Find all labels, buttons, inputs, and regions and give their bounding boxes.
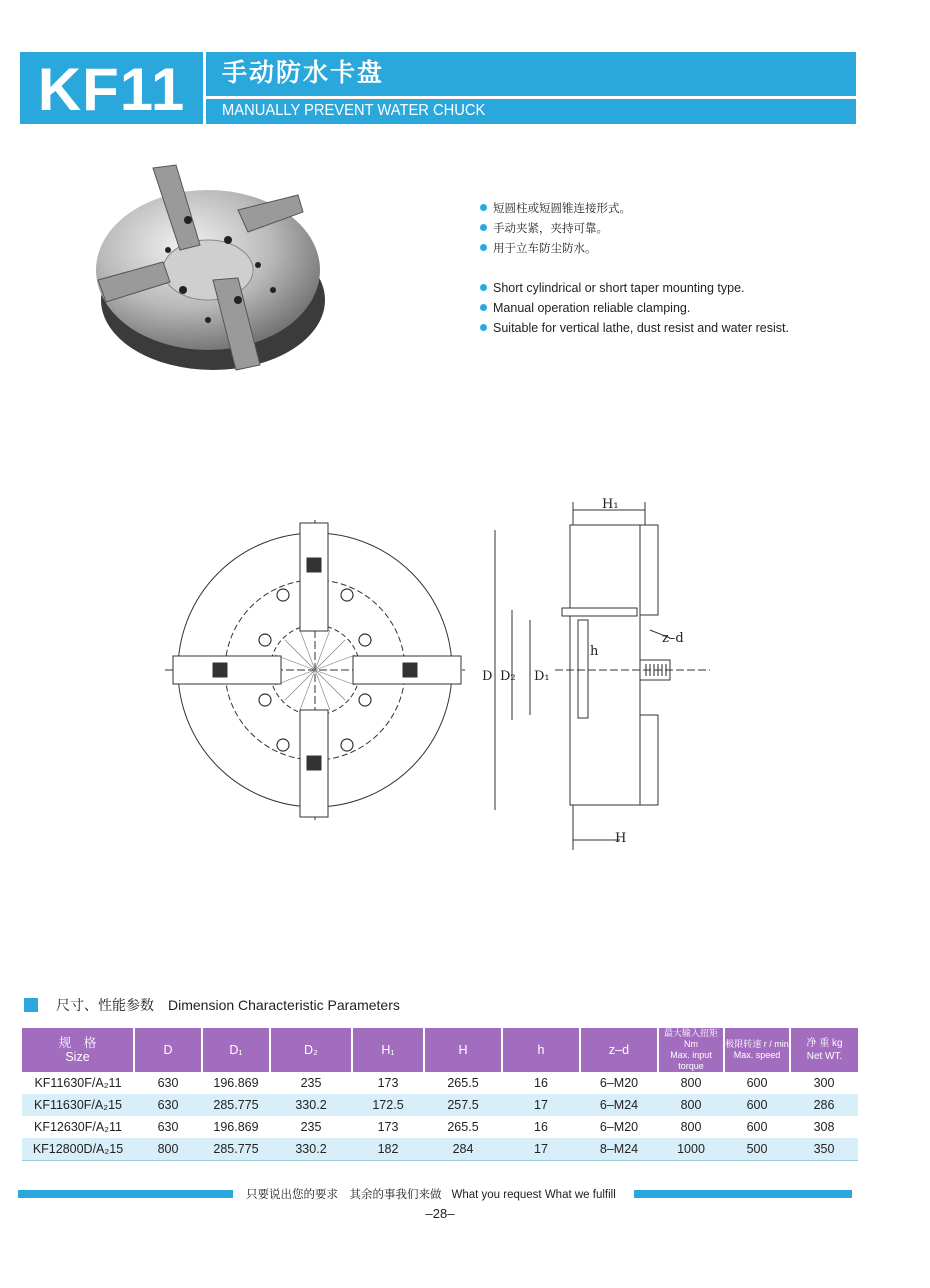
- cell-d: 630: [157, 1120, 179, 1134]
- footer-slogan-cn: 只要说出您的要求 其余的事我们来做: [246, 1187, 442, 1201]
- title-english: MANUALLY PREVENT WATER CHUCK: [222, 102, 486, 119]
- label-h1: H₁: [602, 497, 619, 512]
- feature-cn-2: [480, 218, 608, 238]
- cell-h: 265.5: [447, 1120, 479, 1134]
- col-header-zd: z–d: [580, 1028, 658, 1072]
- feature-cn-1: [480, 198, 631, 218]
- cell-zd: 8–M24: [580, 1138, 658, 1161]
- feature-en-2: [480, 298, 690, 318]
- table-row: [22, 1116, 858, 1138]
- cell-h-small: 17: [502, 1138, 580, 1161]
- feature-text: Suitable for vertical lathe, dust resist and water resist.: [493, 321, 789, 335]
- footer-bar-left: [18, 1190, 233, 1198]
- bullet-icon: [480, 204, 487, 211]
- footer-slogan: [246, 1186, 616, 1203]
- col-header-torque: 最大输入扭矩 Nm Max. input torque: [658, 1028, 724, 1072]
- cell-d2: 235: [300, 1120, 322, 1134]
- table-header-row: [22, 1028, 858, 1072]
- label-h-small: h: [590, 644, 599, 659]
- col-header-h1: H₁: [352, 1028, 424, 1072]
- cell-h1: 173: [377, 1120, 399, 1134]
- label-d1: D₁: [534, 669, 550, 684]
- cell-size: KF12630F/A₂11: [33, 1120, 122, 1134]
- cell-weight: 300: [813, 1076, 835, 1090]
- feature-text: Manual operation reliable clamping.: [493, 301, 691, 315]
- side-view-drawing: [470, 480, 730, 860]
- feature-text: 手动夹紧，夹持可靠。: [493, 221, 608, 235]
- feature-en-1: [480, 278, 745, 298]
- cell-d2: 235: [300, 1076, 322, 1090]
- section-square-icon: [24, 998, 38, 1012]
- cell-h: 284: [424, 1138, 502, 1161]
- table-row: [22, 1094, 858, 1116]
- cell-h1: 173: [377, 1076, 399, 1090]
- section-title: [56, 995, 400, 1016]
- cell-zd: 6–M24: [580, 1094, 658, 1116]
- cell-d1: 196.869: [213, 1076, 259, 1090]
- bullet-icon: [480, 224, 487, 231]
- cell-weight: 308: [813, 1120, 835, 1134]
- footer-bar-right: [634, 1190, 852, 1198]
- label-zd: z–d: [662, 631, 684, 646]
- cell-d2: 330.2: [270, 1094, 352, 1116]
- col-header-d2: D₂: [270, 1028, 352, 1072]
- bullet-icon: [480, 244, 487, 251]
- cell-h1: 172.5: [352, 1094, 424, 1116]
- cell-d: 800: [134, 1138, 202, 1161]
- feature-en-3: [480, 318, 789, 338]
- feature-text: 用于立车防尘防水。: [493, 241, 597, 255]
- feature-text: 短圆柱或短圆锥连接形式。: [493, 201, 631, 215]
- chuck-photo: [88, 150, 328, 390]
- label-d2: D₂: [500, 669, 516, 684]
- cell-torque: 800: [658, 1094, 724, 1116]
- cell-speed: 600: [746, 1076, 768, 1090]
- label-h-total: H: [615, 831, 627, 846]
- footer-slogan-en: What you request What we fulfill: [451, 1189, 616, 1201]
- cell-size: KF11630F/A₂11: [34, 1076, 122, 1090]
- cell-size: KF11630F/A₂15: [22, 1094, 134, 1116]
- title-chinese: 手动防水卡盘: [222, 58, 385, 87]
- cell-speed: 500: [724, 1138, 790, 1161]
- col-header-speed: 极限转速 r / min Max. speed: [724, 1028, 790, 1072]
- front-view-drawing: [155, 510, 475, 830]
- cell-h: 257.5: [424, 1094, 502, 1116]
- cell-torque: 800: [680, 1076, 702, 1090]
- table-row: [22, 1138, 858, 1161]
- cell-h-small: 16: [534, 1076, 548, 1090]
- cell-d: 630: [157, 1076, 179, 1090]
- cell-torque: 800: [680, 1120, 702, 1134]
- cell-weight: 350: [790, 1138, 858, 1161]
- cell-speed: 600: [724, 1094, 790, 1116]
- cell-zd: 6–M20: [599, 1076, 639, 1090]
- table-row: [22, 1072, 858, 1094]
- cell-h1: 182: [352, 1138, 424, 1161]
- spec-table: [22, 1028, 858, 1161]
- col-header-h-small: h: [502, 1028, 580, 1072]
- bullet-icon: [480, 304, 487, 311]
- section-title-cn: 尺寸、性能参数: [56, 998, 154, 1014]
- cell-d2: 330.2: [270, 1138, 352, 1161]
- cell-d1: 285.775: [202, 1094, 270, 1116]
- col-header-size: 规 格 Size: [22, 1028, 134, 1072]
- section-title-en: Dimension Characteristic Parameters: [168, 997, 400, 1013]
- cell-zd: 6–M20: [599, 1120, 639, 1134]
- col-header-d1: D₁: [202, 1028, 270, 1072]
- page-number: –28–: [425, 1206, 455, 1221]
- cell-speed: 600: [746, 1120, 768, 1134]
- bullet-icon: [480, 324, 487, 331]
- cell-d1: 196.869: [213, 1120, 259, 1134]
- feature-text: Short cylindrical or short taper mounting type.: [493, 281, 745, 295]
- model-code: KF11: [37, 56, 186, 123]
- bullet-icon: [480, 284, 487, 291]
- feature-cn-3: [480, 238, 597, 258]
- col-header-weight: 净 重 kg Net WT.: [790, 1028, 858, 1072]
- label-d: D: [482, 669, 493, 684]
- cell-d1: 285.775: [202, 1138, 270, 1161]
- col-header-d: D: [134, 1028, 202, 1072]
- cell-weight: 286: [790, 1094, 858, 1116]
- cell-size: KF12800D/A₂15: [22, 1138, 134, 1161]
- cell-d: 630: [134, 1094, 202, 1116]
- cell-h-small: 16: [534, 1120, 548, 1134]
- col-header-h: H: [424, 1028, 502, 1072]
- cell-h: 265.5: [447, 1076, 479, 1090]
- cell-torque: 1000: [658, 1138, 724, 1161]
- cell-h-small: 17: [502, 1094, 580, 1116]
